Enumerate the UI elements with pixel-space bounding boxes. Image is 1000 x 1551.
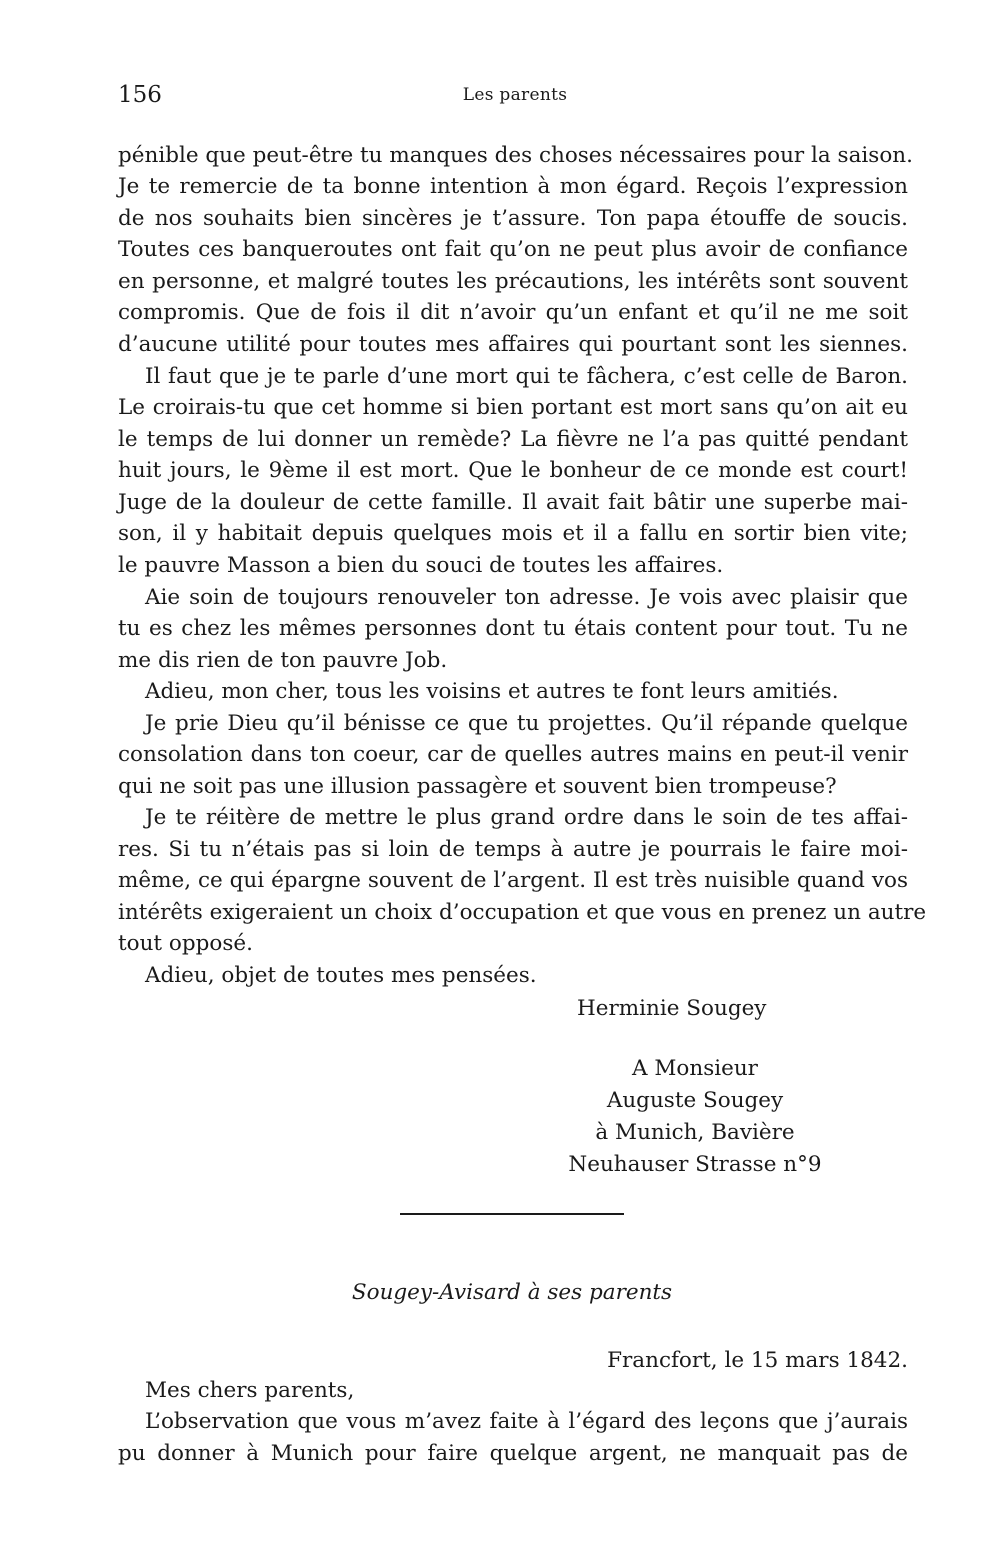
address-line: A Monsieur [632,1056,758,1081]
body-line: me dis rien de ton pauvre Job. [118,648,448,673]
page-number: 156 [118,82,162,108]
address-line: Auguste Sougey [606,1088,784,1113]
body-line: Adieu, mon cher, tous les voisins et autres te font leurs amitiés. [145,679,839,704]
body-line: Toutes ces banqueroutes ont fait qu’on ne peut plus avoir de confiance [118,237,908,262]
body-line: Je te réitère de mettre le plus grand ordre dans le soin de tes affai- [145,805,908,830]
body-line: d’aucune utilité pour toutes mes affaires qui pourtant sont les siennes. [118,332,908,357]
address-line: à Munich, Bavière [595,1120,795,1145]
body-line: même, ce qui épargne souvent de l’argent. Il est très nuisible quand vos [118,868,908,893]
body-line: tout opposé. [118,931,253,956]
body-line: Juge de la douleur de cette famille. Il avait fait bâtir une superbe mai- [118,490,908,515]
letter-title: Sougey-Avisard à ses parents [351,1280,673,1305]
dateline: Francfort, le 15 mars 1842. [607,1348,908,1373]
body-line: res. Si tu n’étais pas si loin de temps à autre je pourrais le faire moi- [118,837,908,862]
section-divider [400,1213,624,1215]
salutation: Mes chers parents, [145,1378,355,1403]
signature: Herminie Sougey [577,996,767,1021]
body-line: qui ne soit pas une illusion passagère et souvent bien trompeuse? [118,774,837,799]
body-line: huit jours, le 9ème il est mort. Que le bonheur de ce monde est court! [118,458,908,483]
body-line: tu es chez les mêmes personnes dont tu étais content pour tout. Tu ne [118,616,908,641]
body-line: Adieu, objet de toutes mes pensées. [145,963,537,988]
body-line: Le croirais-tu que cet homme si bien portant est mort sans qu’on ait eu [118,395,908,420]
body-line: L’observation que vous m’avez faite à l’égard des leçons que j’aurais [145,1409,908,1434]
body-line: Je prie Dieu qu’il bénisse ce que tu projettes. Qu’il répande quelque [145,711,908,736]
body-line: compromis. Que de fois il dit n’avoir qu’un enfant et qu’il ne me soit [118,300,908,325]
body-line: le temps de lui donner un remède? La fièvre ne l’a pas quitté pendant [118,427,908,452]
body-line: le pauvre Masson a bien du souci de toutes les affaires. [118,553,724,578]
body-line: Je te remercie de ta bonne intention à mon égard. Reçois l’expression [118,174,908,199]
body-line: intérêts exigeraient un choix d’occupation et que vous en prenez un autre [118,900,927,925]
body-line: Il faut que je te parle d’une mort qui te fâchera, c’est celle de Baron. [145,364,908,389]
body-line: de nos souhaits bien sincères je t’assure. Ton papa étouffe de soucis. [118,206,908,231]
body-line: Aie soin de toujours renouveler ton adresse. Je vois avec plaisir que [145,585,908,610]
body-line: pu donner à Munich pour faire quelque argent, ne manquait pas de [118,1441,908,1466]
body-line: consolation dans ton coeur, car de quelles autres mains en peut-il venir [118,742,908,767]
body-line: en personne, et malgré toutes les précautions, les intérêts sont souvent [118,269,908,294]
body-line: pénible que peut-être tu manques des choses nécessaires pour la saison. [118,143,913,168]
body-line: son, il y habitait depuis quelques mois et il a fallu en sortir bien vite; [118,521,908,546]
running-head: Les parents [462,85,568,105]
address-line: Neuhauser Strasse n°9 [568,1152,822,1177]
